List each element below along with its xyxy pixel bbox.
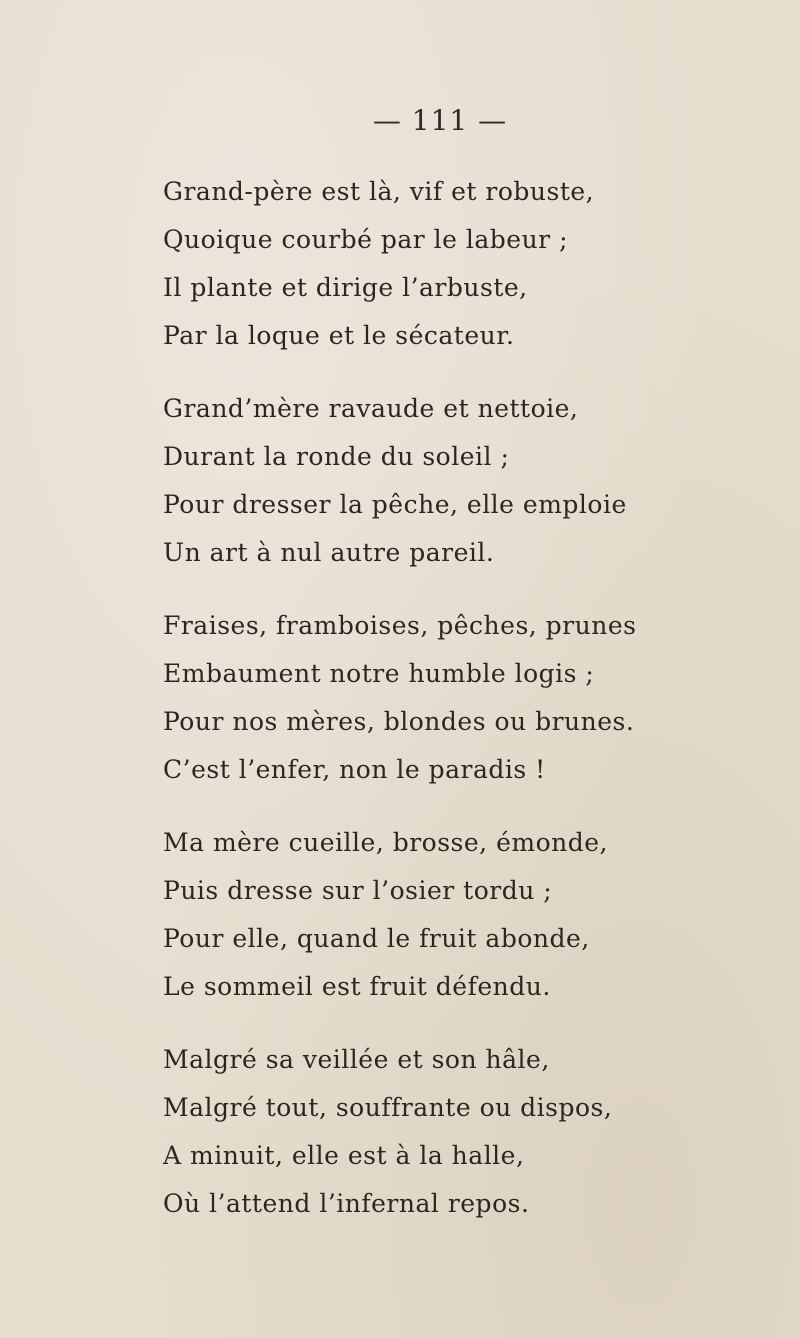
poem-line: Pour elle, quand le fruit abonde, [163,924,590,953]
poem-line: Malgré sa veillée et son hâle, [163,1045,550,1074]
stanza-3 [163,602,783,794]
poem-line: Fraises, framboises, pêches, prunes [163,611,637,640]
poem-line: Embaument notre humble logis ; [163,659,595,688]
poem-line: Quoique courbé par le labeur ; [163,225,569,254]
poem-line: Pour dresser la pêche, elle emploie [163,490,627,519]
poem-line: Le sommeil est fruit défendu. [163,972,551,1001]
poem-line: Durant la ronde du soleil ; [163,442,510,471]
poem-line: Grand-père est là, vif et robuste, [163,177,595,206]
stanza-5 [163,1036,783,1228]
poem-line: C’est l’enfer, non le paradis ! [163,755,546,784]
poem-line: Pour nos mères, blondes ou brunes. [163,707,635,736]
stanza-1 [163,168,783,360]
stanza-4 [163,819,783,1011]
poem-line: Ma mère cueille, brosse, émonde, [163,828,608,857]
stanza-2 [163,385,783,577]
poem [163,168,783,1253]
poem-line: A minuit, elle est à la halle, [163,1141,525,1170]
poem-line: Grand’mère ravaude et nettoie, [163,394,579,423]
poem-line: Où l’attend l’infernal repos. [163,1189,530,1218]
poem-line: Par la loque et le sécateur. [163,321,515,350]
poem-line: Puis dresse sur l’osier tordu ; [163,876,553,905]
poem-line: Un art à nul autre pareil. [163,538,495,567]
poem-line: Malgré tout, souffrante ou dispos, [163,1093,613,1122]
poem-line: Il plante et dirige l’arbuste, [163,273,528,302]
page-number: — 111 — [372,104,508,137]
